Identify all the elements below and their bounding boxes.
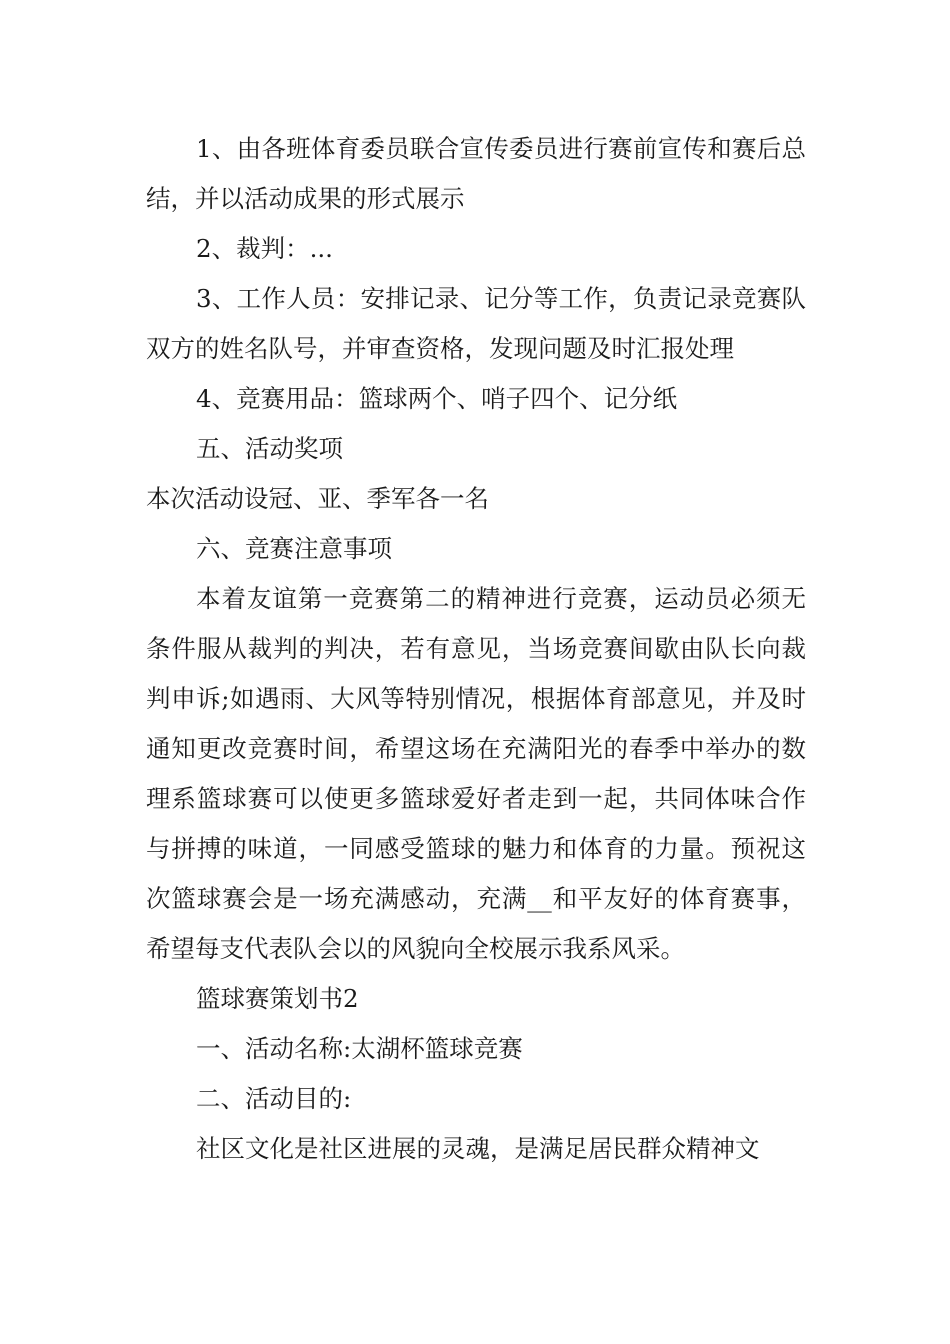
heading-activity-purpose: 二、活动目的: xyxy=(196,1084,352,1113)
paragraph-awards: 本次活动设冠、亚、季军各一名 xyxy=(146,484,489,513)
heading-awards: 五、活动奖项 xyxy=(196,434,343,463)
paragraph-equipment: 4、竞赛用品：篮球两个、哨子四个、记分纸 xyxy=(196,384,678,413)
heading-activity-name: 一、活动名称:太湖杯篮球竞赛 xyxy=(196,1034,523,1063)
document-body xyxy=(146,124,806,1174)
heading-notes: 六、竞赛注意事项 xyxy=(196,534,392,563)
heading-plan-2: 篮球赛策划书2 xyxy=(196,984,359,1013)
paragraph-community-culture: 社区文化是社区进展的灵魂，是满足居民群众精神文 xyxy=(196,1134,760,1163)
paragraph-workers: 3、工作人员：安排记录、记分等工作，负责记录竞赛队双方的姓名队号，并审查资格，发现问题及时汇报处理 xyxy=(146,284,806,363)
paragraph-referee: 2、裁判：... xyxy=(196,234,333,263)
paragraph-staff-publicity: 1、由各班体育委员联合宣传委员进行赛前宣传和赛后总结，并以活动成果的形式展示 xyxy=(146,134,806,213)
paragraph-notes: 本着友谊第一竞赛第二的精神进行竞赛，运动员必须无条件服从裁判的判决，若有意见，当场竞赛间歇由队长向裁判申诉;如遇雨、大风等特别情况，根据体育部意见，并及时通知更改竞赛时间，希望这场在充满阳光的春季中举办的数理系篮球赛可以使更多篮球爱好者走到一起，共同体味合作与拼搏的味道，一同感受篮球的魅力和体育的力量。预祝这次篮球赛会是一场充满感动，充满__和平友好的体育赛事，希望每支代表队会以的风貌向全校展示我系风采。 xyxy=(146,584,806,963)
